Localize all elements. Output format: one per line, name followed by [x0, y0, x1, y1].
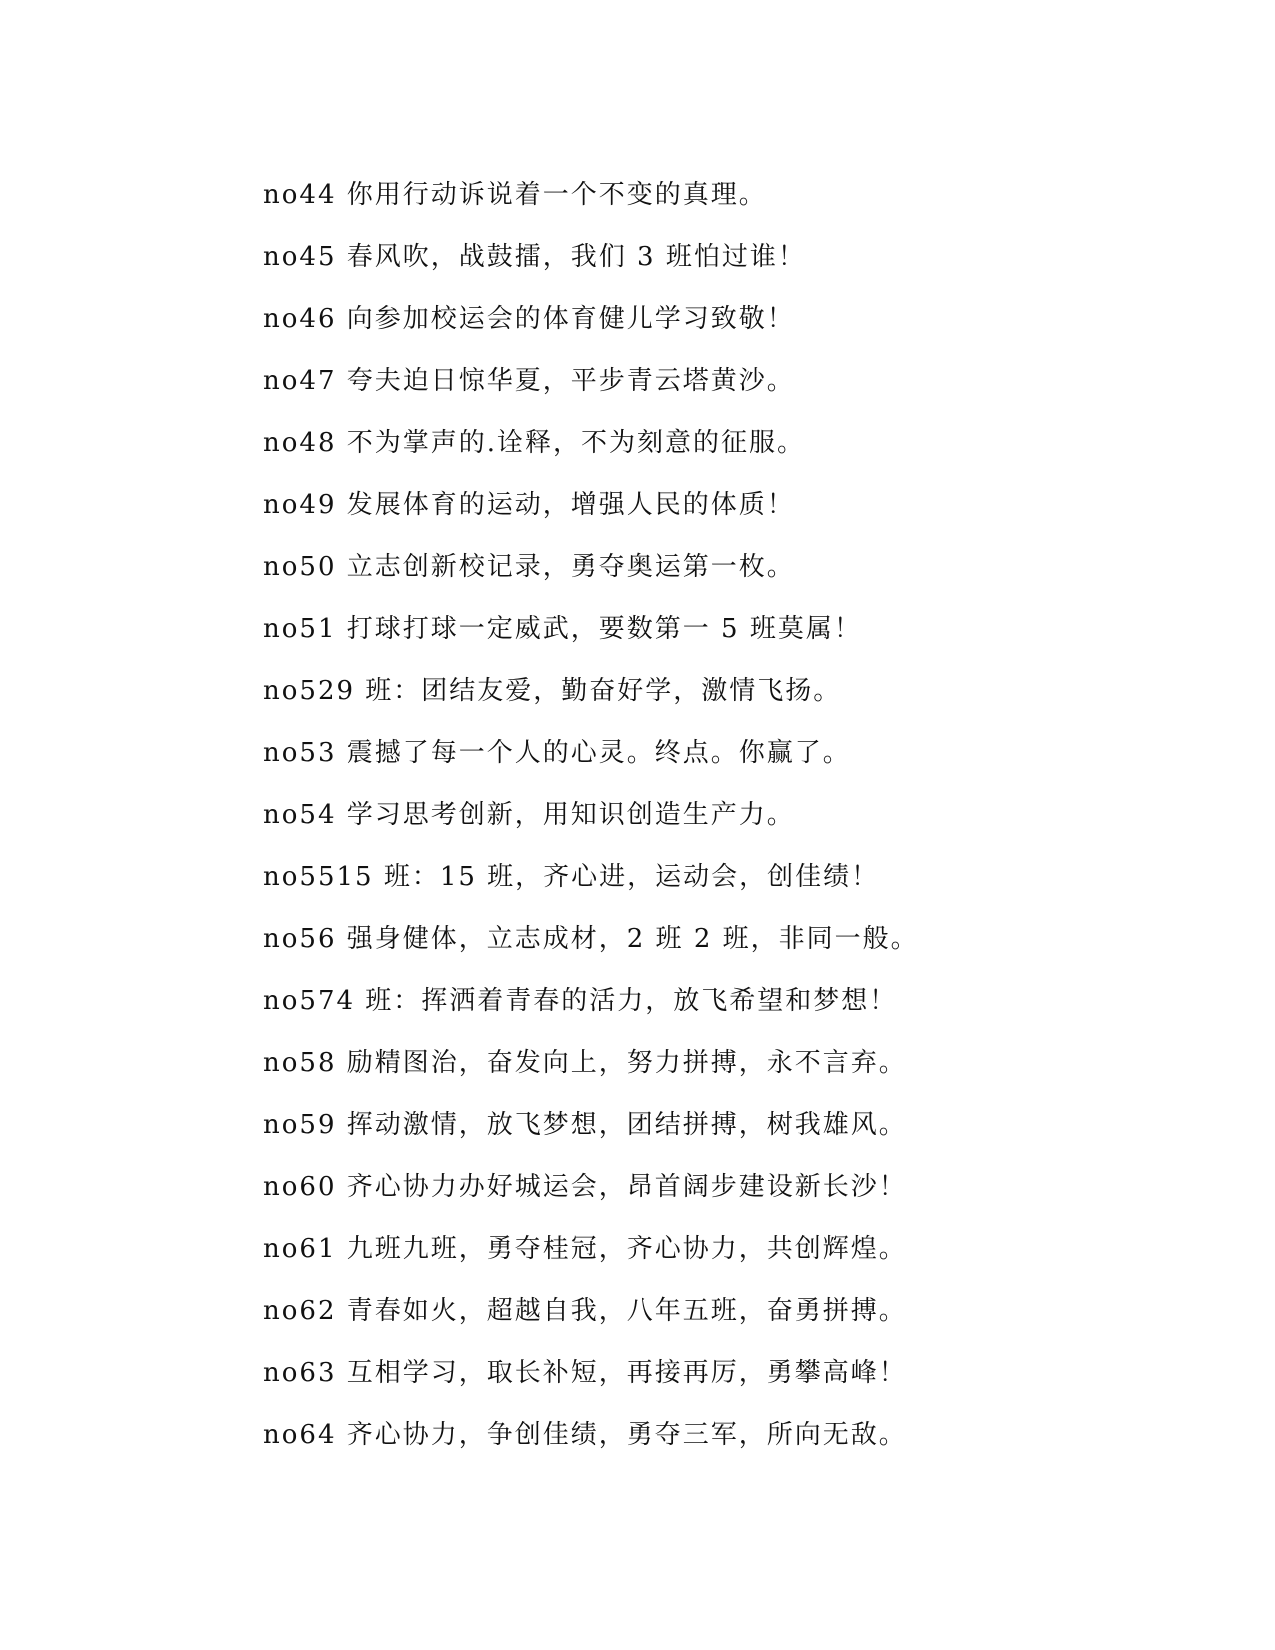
slogan-line: no54 学习思考创新，用知识创造生产力。 [263, 800, 795, 830]
slogan-line: no59 挥动激情，放飞梦想，团结拼搏，树我雄风。 [263, 1110, 907, 1140]
slogan-line: no529 班：团结友爱，勤奋好学，激情飞扬。 [263, 676, 842, 706]
slogan-line: no5515 班：15 班，齐心进，运动会，创佳绩！ [263, 862, 880, 892]
slogan-line: no63 互相学习，取长补短，再接再厉，勇攀高峰！ [263, 1358, 907, 1388]
slogan-line: no53 震撼了每一个人的心灵。终点。你赢了。 [263, 738, 851, 768]
slogan-line: no47 夸夫迫日惊华夏，平步青云塔黄沙。 [263, 366, 795, 396]
slogan-line: no46 向参加校运会的体育健儿学习致敬！ [263, 304, 795, 334]
slogan-line: no58 励精图治，奋发向上，努力拼搏，永不言弃。 [263, 1048, 907, 1078]
slogan-line: no62 青春如火，超越自我，八年五班，奋勇拼搏。 [263, 1296, 907, 1326]
slogan-line: no51 打球打球一定威武，要数第一 5 班莫属！ [263, 614, 862, 644]
slogan-line: no61 九班九班，勇夺桂冠，齐心协力，共创辉煌。 [263, 1234, 907, 1264]
slogan-line: no64 齐心协力，争创佳绩，勇夺三军，所向无敌。 [263, 1420, 907, 1450]
slogan-line: no45 春风吹，战鼓擂，我们 3 班怕过谁！ [263, 242, 806, 272]
slogan-line: no56 强身健体，立志成材，2 班 2 班，非同一般。 [263, 924, 919, 954]
slogan-line: no574 班：挥洒着青春的活力，放飞希望和梦想！ [263, 986, 898, 1016]
slogan-line: no48 不为掌声的.诠释，不为刻意的征服。 [263, 428, 806, 458]
slogan-line: no50 立志创新校记录，勇夺奥运第一枚。 [263, 552, 795, 582]
slogan-line: no44 你用行动诉说着一个不变的真理。 [263, 180, 767, 210]
slogan-line: no60 齐心协力办好城运会，昂首阔步建设新长沙！ [263, 1172, 907, 1202]
slogan-list [263, 164, 1243, 1466]
slogan-line: no49 发展体育的运动，增强人民的体质！ [263, 490, 795, 520]
